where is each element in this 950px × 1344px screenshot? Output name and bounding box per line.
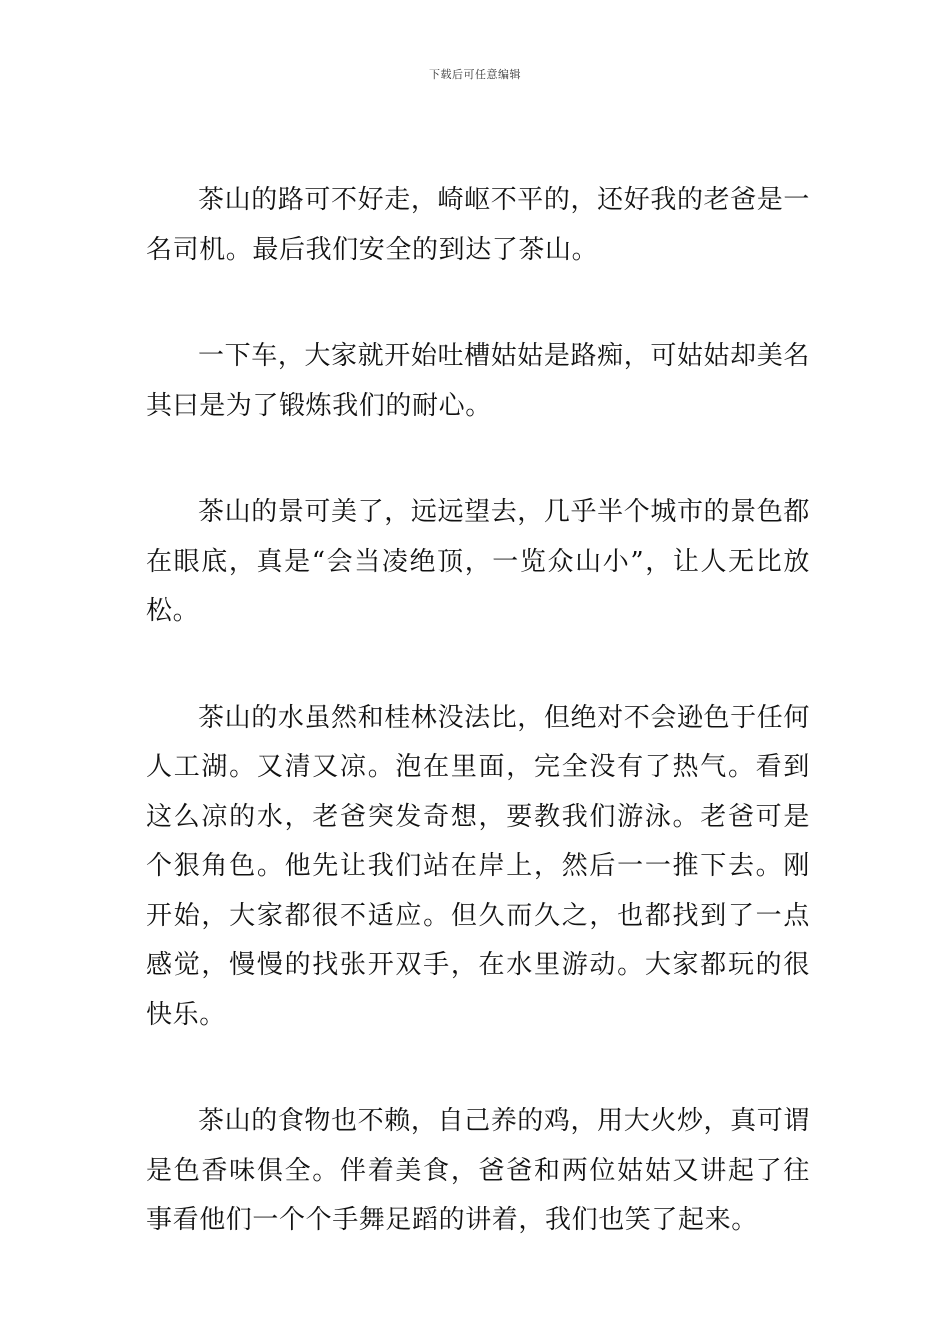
paragraph: 茶山的食物也不赖，自己养的鸡，用大火炒，真可谓是色香味俱全。伴着美食，爸爸和两位姑姑又讲起了往事看他们一个个手舞足蹈的讲着，我们也笑了起来。: [146, 1106, 810, 1235]
paragraph: 茶山的水虽然和桂林没法比，但绝对不会逊色于任何人工湖。又清又凉。泡在里面，完全没有了热气。看到这么凉的水，老爸突发奇想，要教我们游泳。老爸可是个狠角色。他先让我们站在岸上，然后一一推下去。刚开始，大家都很不适应。但久而久之，也都找到了一点感觉，慢慢的找张开双手，在水里游动。大家都玩的很快乐。: [146, 702, 810, 1030]
paragraph: 茶山的景可美了，远远望去，几乎半个城市的景色都在眼底，真是“会当凌绝顶，一览众山小”，让人无比放松。: [146, 497, 810, 626]
page-header: 下载后可任意编辑: [429, 68, 521, 81]
paragraph: 茶山的路可不好走，崎岖不平的，还好我的老爸是一名司机。最后我们安全的到达了茶山。: [146, 185, 810, 265]
paragraph: 一下车，大家就开始吐槽姑姑是路痴，可姑姑却美名其曰是为了锻炼我们的耐心。: [146, 341, 810, 421]
document-body: [146, 176, 810, 1303]
